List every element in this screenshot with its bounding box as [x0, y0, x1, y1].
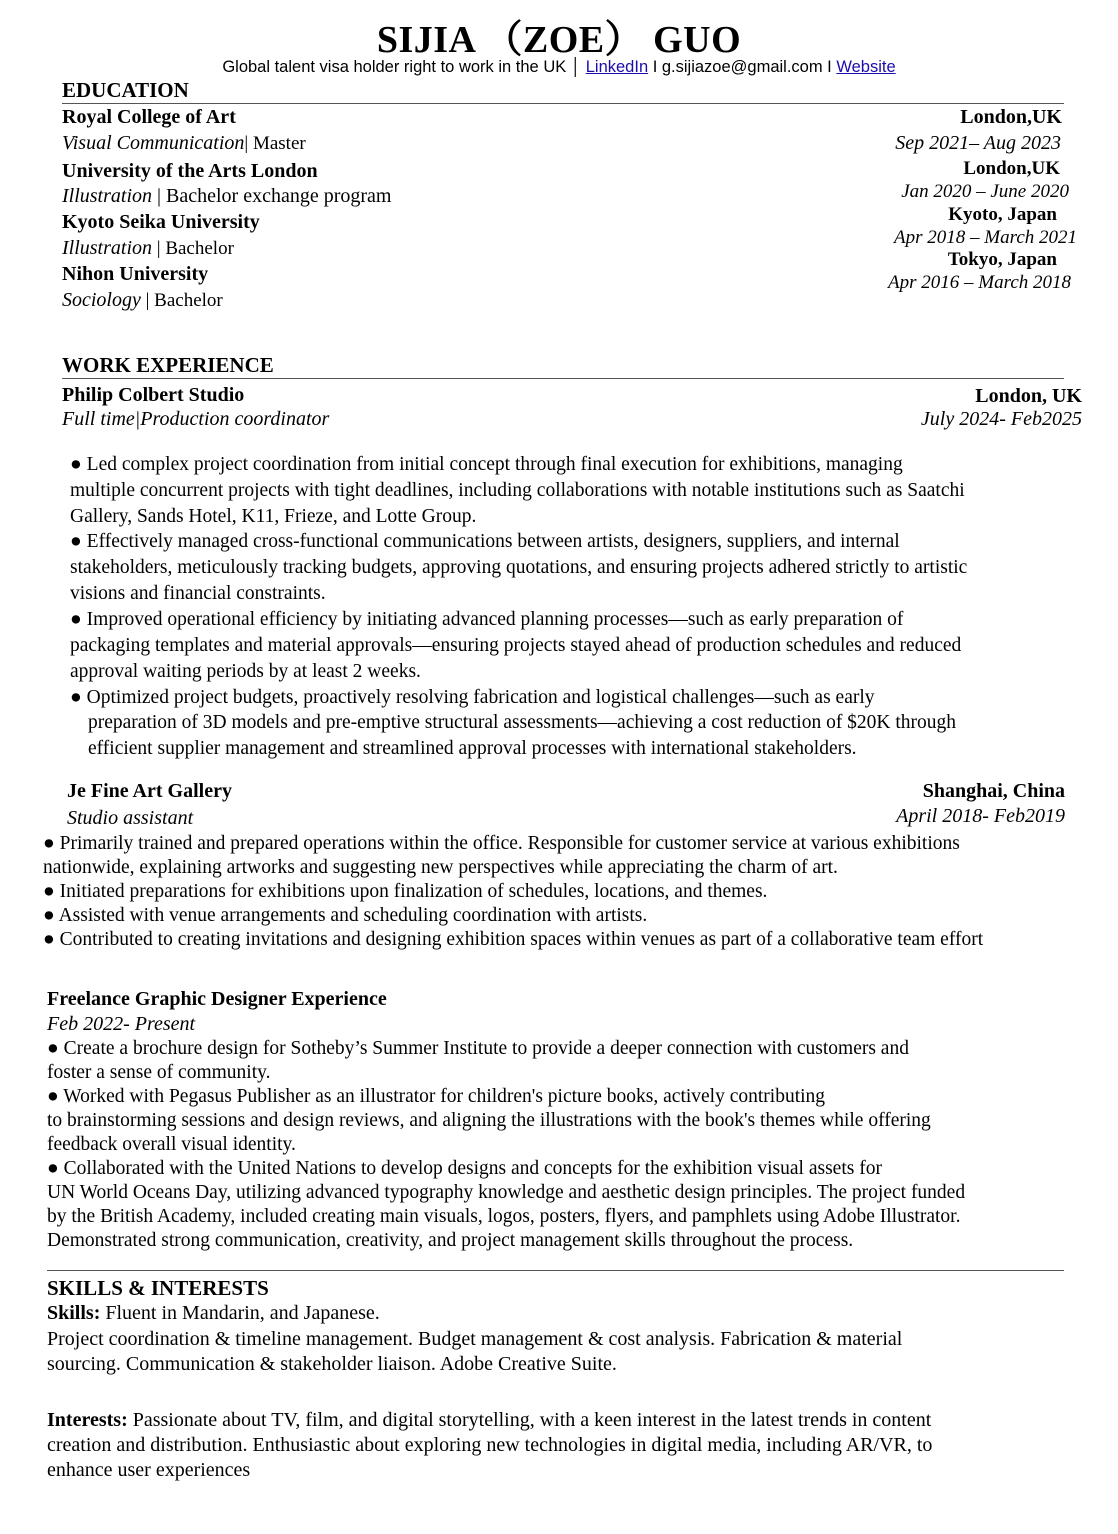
edu-degree-2: | Bachelor exchange program — [152, 185, 392, 207]
skills-languages — [47, 1302, 380, 1325]
freelance-line-4: to brainstorming sessions and design reviews, and aligning the illustrations with the book's themes while offering — [47, 1110, 931, 1131]
freelance-dates: Feb 2022- Present — [47, 1013, 196, 1035]
job1-bullet-3-line-3: approval waiting periods by at least 2 weeks. — [70, 661, 421, 682]
edu-location-1: London,UK — [960, 106, 1062, 128]
freelance-line-9: Demonstrated strong communication, creativity, and project management skills throughout the process. — [47, 1230, 854, 1251]
freelance-line-3: ● Worked with Pegasus Publisher as an illustrator for children's picture books, actively contributing — [47, 1086, 826, 1107]
edu-field-3: Illustration — [62, 237, 153, 259]
freelance-line-7: UN World Oceans Day, utilizing advanced typography knowledge and aesthetic design principles. The project funded — [47, 1182, 966, 1203]
job-location-1: London, UK — [975, 385, 1082, 407]
job1-bullet-1-line-1: ● Led complex project coordination from initial concept through final execution for exhibitions, managing — [70, 454, 903, 475]
job-role-2: Studio assistant — [67, 807, 194, 829]
job2-bullet-1-line-1: ● Primarily trained and prepared operations within the office. Responsible for customer service at various exhibitions — [43, 833, 960, 854]
freelance-line-6: ● Collaborated with the United Nations to develop designs and concepts for the exhibition visual assets for — [47, 1158, 882, 1179]
visa-text: Global talent visa holder right to work in the UK │ — [222, 58, 582, 76]
work-heading: WORK EXPERIENCE — [62, 353, 274, 377]
edu-location-3: Kyoto, Japan — [948, 204, 1057, 225]
education-divider — [62, 103, 1064, 104]
interests-line-2: creation and distribution. Enthusiastic about exploring new technologies in digital media, including AR/VR, to — [47, 1434, 933, 1456]
job1-bullet-1-line-2: multiple concurrent projects with tight deadlines, including collaborations with notable institutions such as Saatchi — [70, 480, 965, 501]
edu-location-4: Tokyo, Japan — [947, 249, 1057, 270]
skills-heading: SKILLS & INTERESTS — [47, 1276, 269, 1300]
resume-name: SIJIA （ZOE） GUO — [376, 19, 742, 61]
edu-school-4: Nihon University — [62, 263, 209, 285]
edu-program-3 — [62, 237, 234, 260]
job-dates-1: July 2024- Feb2025 — [920, 408, 1082, 430]
skills-divider — [47, 1270, 1064, 1271]
email-text: I g.sijiazoe@gmail.com I — [648, 58, 837, 76]
interests-text-1: Passionate about TV, film, and digital storytelling, with a keen interest in the latest trends in content — [127, 1409, 932, 1431]
job-dates-2: April 2018- Feb2019 — [896, 805, 1065, 827]
job1-bullet-2-line-1: ● Effectively managed cross-functional communications between artists, designers, suppliers, and internal — [70, 531, 900, 552]
linkedin-link[interactable]: LinkedIn — [585, 58, 649, 76]
job2-bullet-1-line-2: nationwide, explaining artworks and suggesting new perspectives while appreciating the charm of art. — [43, 857, 838, 878]
job2-bullet-2: ● Initiated preparations for exhibitions upon finalization of schedules, locations, and themes. — [43, 881, 768, 902]
freelance-line-8: by the British Academy, included creating main visuals, logos, posters, flyers, and pamphlets using Adobe Illustrator. — [47, 1206, 961, 1227]
skills-line-2: sourcing. Communication & stakeholder liaison. Adobe Creative Suite. — [47, 1353, 617, 1375]
job1-bullet-4-line-2: preparation of 3D models and pre-emptive structural assessments—achieving a cost reduction of $20K through — [88, 712, 957, 733]
job1-bullet-4-line-3: efficient supplier management and streamlined approval processes with international stakeholders. — [88, 738, 857, 759]
freelance-line-1: ● Create a brochure design for Sotheby’s Summer Institute to provide a deeper connection with customers and — [47, 1038, 909, 1059]
job-company-2: Je Fine Art Gallery — [67, 780, 232, 802]
edu-school-3: Kyoto Seika University — [62, 211, 260, 233]
skills-line-1: Project coordination & timeline management. Budget management & cost analysis. Fabrication & material — [47, 1328, 903, 1350]
job1-bullet-3-line-2: packaging templates and material approvals—ensuring projects stayed ahead of production schedules and reduced — [70, 635, 962, 656]
edu-location-2: London,UK — [963, 158, 1060, 179]
edu-program-4 — [62, 289, 223, 312]
edu-dates-1: Sep 2021– Aug 2023 — [895, 132, 1061, 154]
skills-text: Fluent in Mandarin, and Japanese. — [100, 1302, 380, 1324]
edu-school-1: Royal College of Art — [62, 106, 236, 128]
job2-bullet-4: ● Contributed to creating invitations and designing exhibition spaces within venues as part of a collaborative team effort — [43, 929, 984, 950]
edu-field-4: Sociology — [62, 289, 141, 311]
skills-label: Skills: — [47, 1302, 101, 1324]
freelance-heading: Freelance Graphic Designer Experience — [47, 988, 387, 1010]
job-role-1: Full time|Production coordinator — [62, 408, 330, 430]
edu-degree-3: | Bachelor — [152, 238, 234, 259]
work-divider — [62, 378, 1064, 379]
website-link[interactable]: Website — [836, 58, 896, 76]
edu-program-2 — [62, 185, 391, 208]
edu-degree-1: | Master — [244, 133, 306, 154]
job2-bullet-3: ● Assisted with venue arrangements and scheduling coordination with artists. — [43, 905, 648, 926]
job1-bullet-1-line-3: Gallery, Sands Hotel, K11, Frieze, and Lotte Group. — [70, 506, 477, 527]
interests-label: Interests: — [47, 1409, 128, 1431]
edu-degree-4: | Bachelor — [140, 290, 223, 311]
edu-dates-2: Jan 2020 – June 2020 — [901, 181, 1069, 202]
job-location-2: Shanghai, China — [922, 780, 1065, 802]
job1-bullet-2-line-3: visions and financial constraints. — [70, 583, 326, 604]
edu-dates-4: Apr 2016 – March 2018 — [888, 272, 1071, 293]
edu-program-1 — [62, 132, 306, 155]
edu-dates-3: Apr 2018 – March 2021 — [894, 227, 1077, 248]
edu-field-2: Illustration — [62, 185, 153, 207]
contact-line — [0, 58, 1118, 77]
edu-school-2: University of the Arts London — [62, 160, 318, 182]
freelance-line-2: foster a sense of community. — [47, 1062, 271, 1083]
job-company-1: Philip Colbert Studio — [62, 384, 245, 406]
interests-line-3: enhance user experiences — [47, 1459, 251, 1481]
job1-bullet-2-line-2: stakeholders, meticulously tracking budgets, approving quotations, and ensuring projects adhered strictly to artistic — [70, 557, 968, 578]
edu-field-1: Visual Communication — [62, 132, 245, 154]
interests-line-1 — [47, 1409, 931, 1432]
job1-bullet-3-line-1: ● Improved operational efficiency by initiating advanced planning processes—such as early preparation of — [70, 609, 904, 630]
job1-bullet-4-line-1: ● Optimized project budgets, proactively resolving fabrication and logistical challenges—such as early — [70, 687, 875, 708]
education-heading: EDUCATION — [62, 78, 189, 102]
freelance-line-5: feedback overall visual identity. — [47, 1134, 296, 1155]
